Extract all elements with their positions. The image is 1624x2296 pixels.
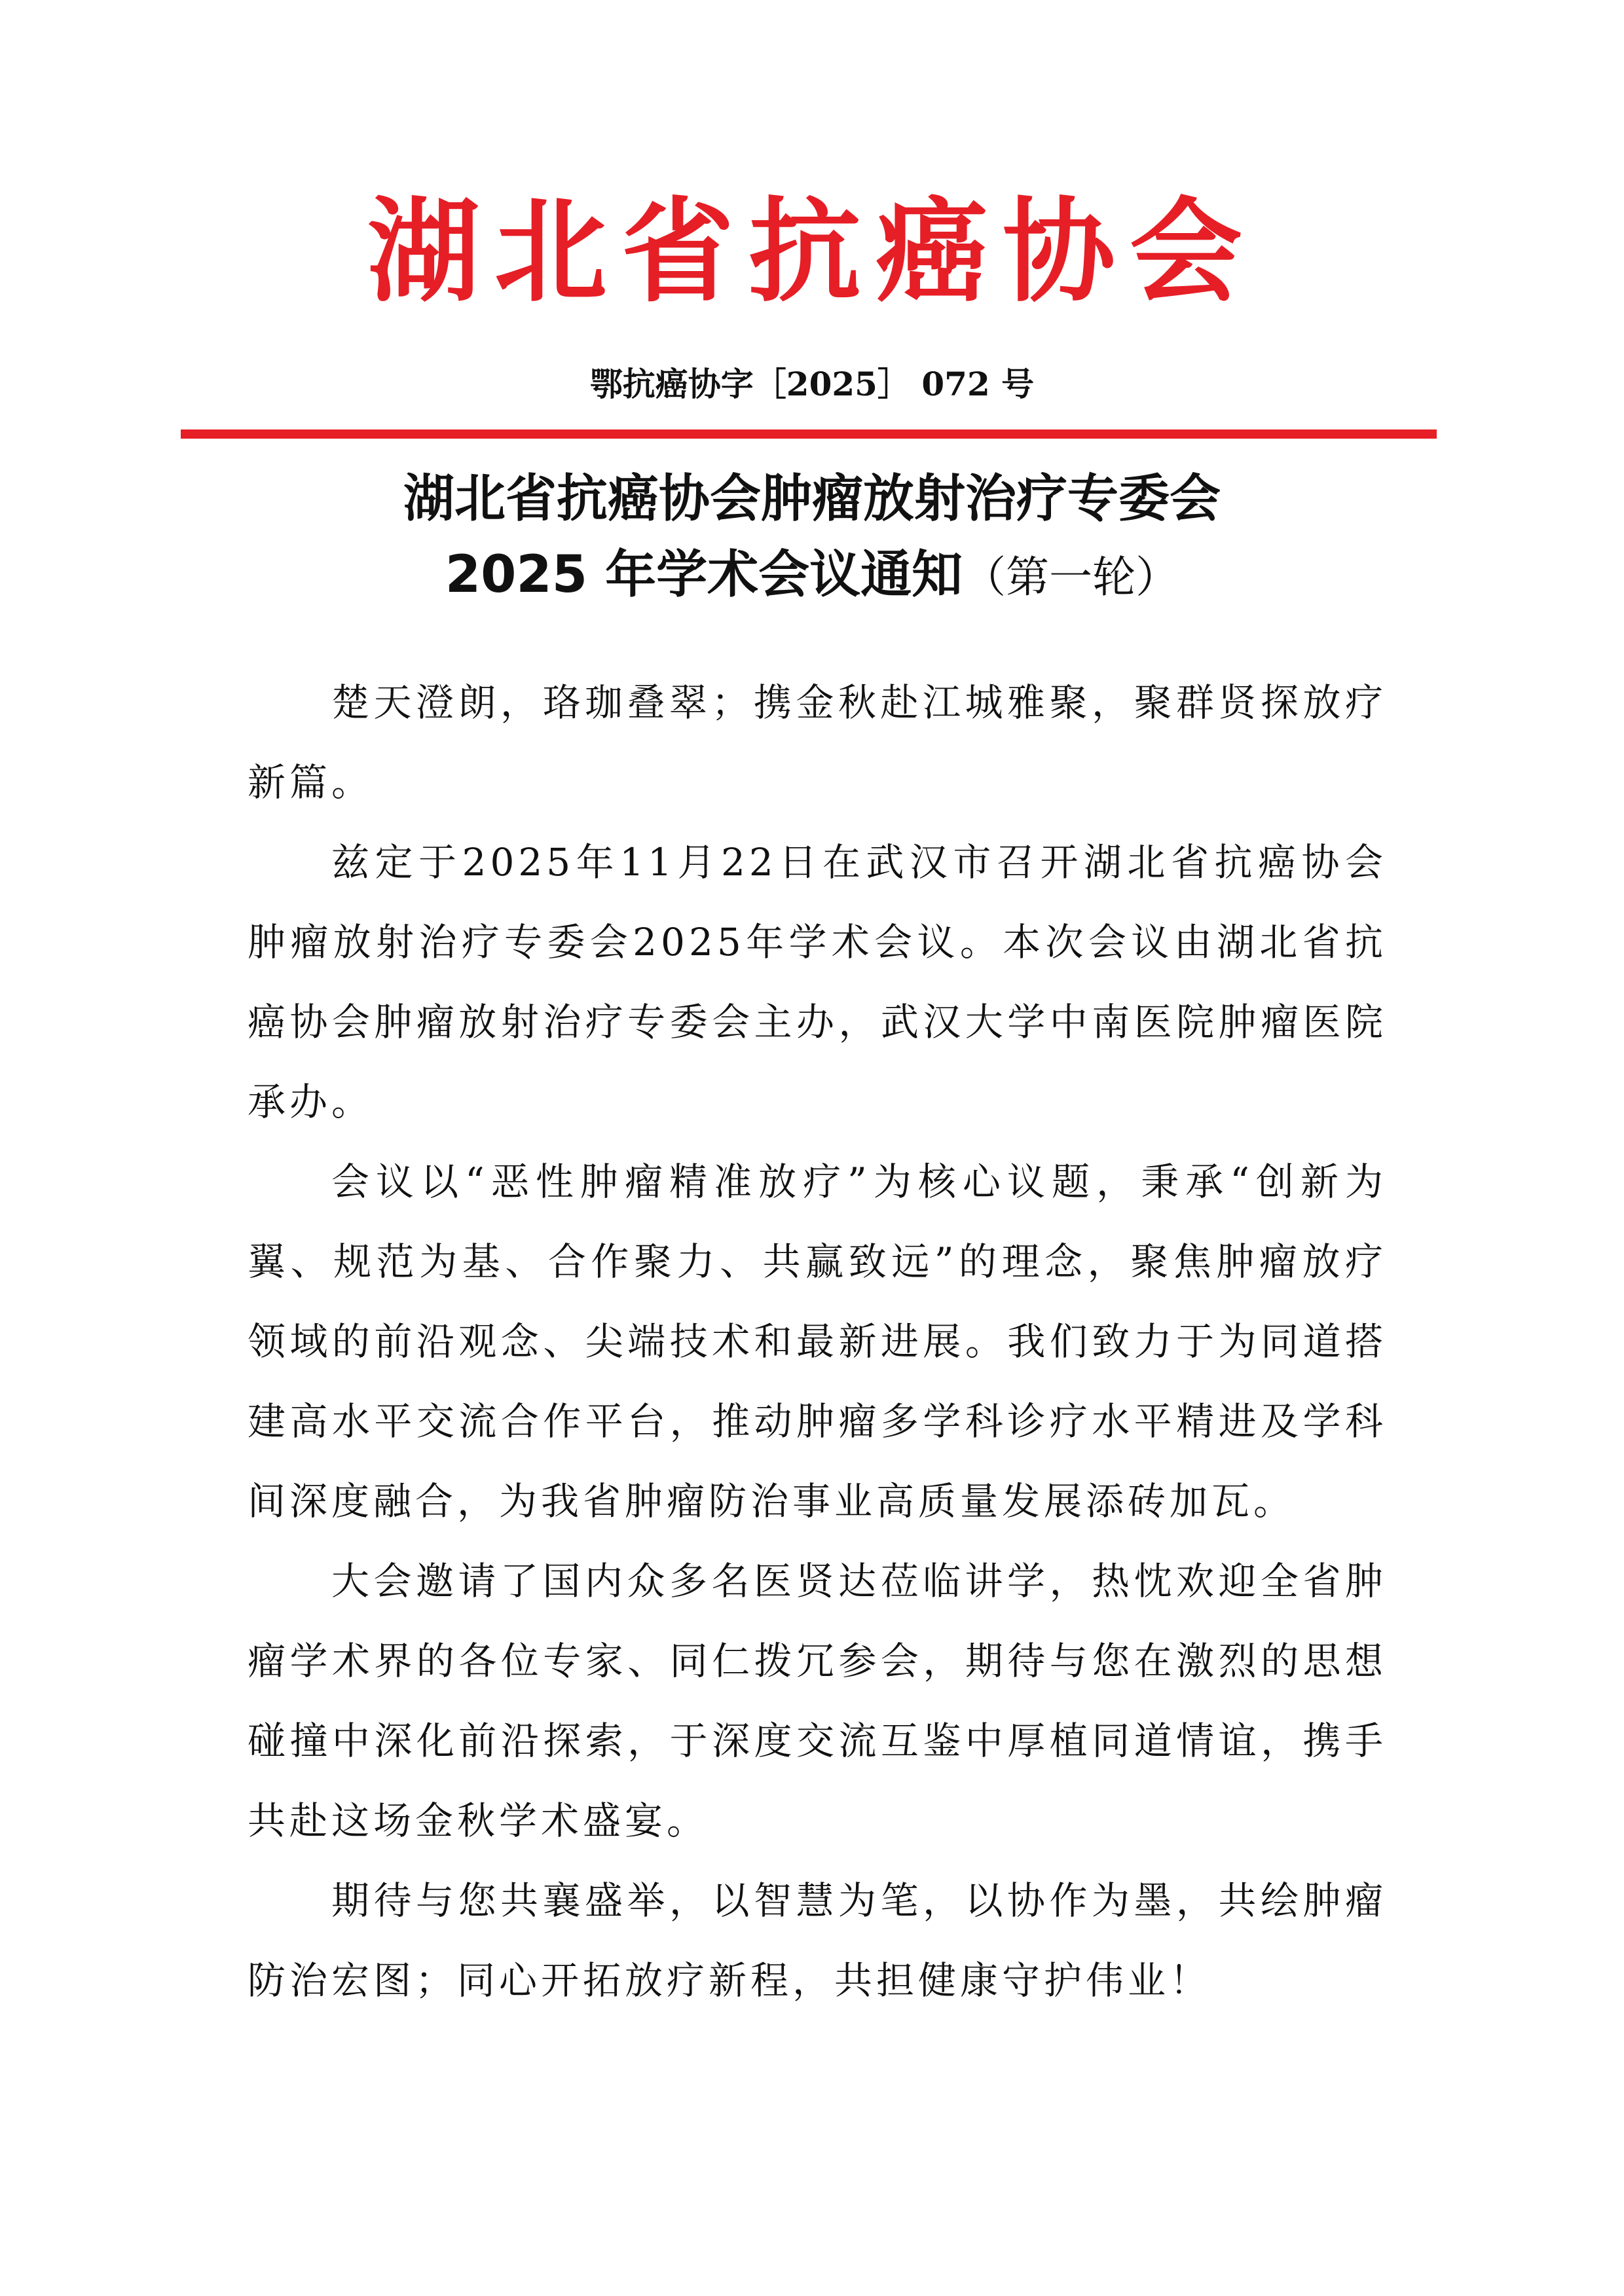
organization-header: 湖北省抗癌协会 [367, 186, 1257, 318]
body-paragraph-5: 期待与您共襄盛举，以智慧为笔，以协作为墨，共绘肿瘤防治宏图；同心开拓放疗新程，共担健康守护伟业！ [248, 1878, 1387, 2003]
notice-title-line-1: 湖北省抗癌协会肿瘤放射治疗专委会 [403, 469, 1221, 528]
red-divider-rule [181, 429, 1437, 439]
notice-title-line-2 [0, 542, 1624, 610]
document-number: 鄂抗癌协字［2025］ 072 号 [589, 365, 1035, 403]
body-paragraph-2: 兹定于2025年11月22日在武汉市召开湖北省抗癌协会肿瘤放射治疗专委会2025年学术会议。本次会议由湖北省抗癌协会肿瘤放射治疗专委会主办，武汉大学中南医院肿瘤医院承办。 [248, 840, 1387, 1124]
body-paragraph-4: 大会邀请了国内众多名医贤达莅临讲学，热忱欢迎全省肿瘤学术界的各位专家、同仁拨冗参会，期待与您在激烈的思想碰撞中深化前沿探索，于深度交流互鉴中厚植同道情谊，携手共赴这场金秋学术盛宴。 [248, 1559, 1387, 1843]
notice-body [248, 663, 1387, 2020]
body-paragraph-3: 会议以“恶性肿瘤精准放疗”为核心议题，秉承“创新为翼、规范为基、合作聚力、共赢致远”的理念，聚焦肿瘤放疗领域的前沿观念、尖端技术和最新进展。我们致力于为同道搭建高水平交流合作平台，推动肿瘤多学科诊疗水平精进及学科间深度融合，为我省肿瘤防治事业高质量发展添砖加瓦。 [248, 1159, 1387, 1523]
body-paragraph-1: 楚天澄朗，珞珈叠翠；携金秋赴江城雅聚，聚群贤探放疗新篇。 [248, 680, 1387, 805]
notice-title-main: 2025 年学术会议通知 [445, 545, 963, 604]
notice-title-round: （第一轮） [963, 552, 1179, 602]
